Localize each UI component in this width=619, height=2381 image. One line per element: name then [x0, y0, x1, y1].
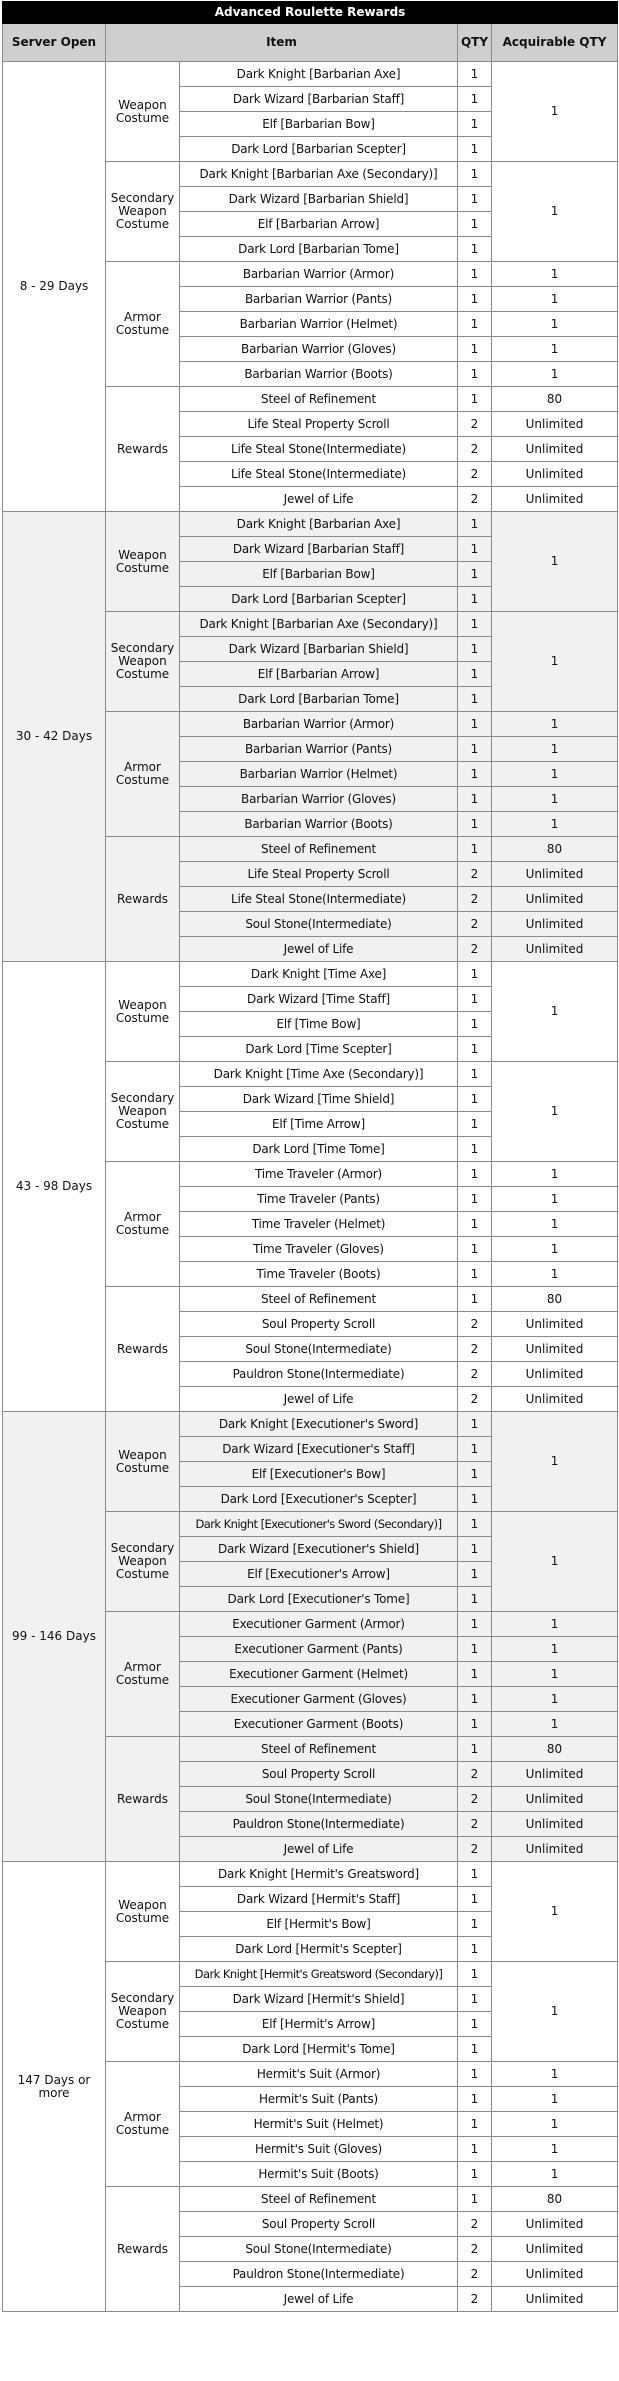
acquirable-qty-cell: Unlimited	[492, 2212, 618, 2237]
qty-cell: 1	[458, 1487, 492, 1512]
header-server-open: Server Open	[3, 24, 106, 62]
server-open-cell: 30 - 42 Days	[3, 512, 106, 962]
qty-cell: 2	[458, 2212, 492, 2237]
qty-cell: 1	[458, 1562, 492, 1587]
header-item: Item	[106, 24, 458, 62]
item-cell: Jewel of Life	[180, 487, 458, 512]
acquirable-qty-cell: 1	[492, 337, 618, 362]
acquirable-qty-cell: Unlimited	[492, 1362, 618, 1387]
item-cell: Barbarian Warrior (Boots)	[180, 812, 458, 837]
acquirable-qty-cell: 1	[492, 1162, 618, 1187]
category-cell: Secondary Weapon Costume	[106, 1062, 180, 1162]
qty-cell: 1	[458, 1062, 492, 1087]
item-cell: Steel of Refinement	[180, 387, 458, 412]
qty-cell: 1	[458, 587, 492, 612]
qty-cell: 1	[458, 1287, 492, 1312]
qty-cell: 1	[458, 2012, 492, 2037]
item-cell: Soul Stone(Intermediate)	[180, 1337, 458, 1362]
category-cell: Rewards	[106, 387, 180, 512]
item-cell: Dark Knight [Barbarian Axe]	[180, 512, 458, 537]
item-cell: Elf [Barbarian Arrow]	[180, 662, 458, 687]
acquirable-qty-cell: Unlimited	[492, 1387, 618, 1412]
category-cell: Weapon Costume	[106, 62, 180, 162]
item-cell: Pauldron Stone(Intermediate)	[180, 1362, 458, 1387]
qty-cell: 1	[458, 262, 492, 287]
acquirable-qty-cell: Unlimited	[492, 1787, 618, 1812]
qty-cell: 1	[458, 1637, 492, 1662]
qty-cell: 1	[458, 687, 492, 712]
acquirable-qty-cell: 1	[492, 262, 618, 287]
item-cell: Dark Lord [Barbarian Tome]	[180, 687, 458, 712]
item-cell: Time Traveler (Helmet)	[180, 1212, 458, 1237]
item-cell: Jewel of Life	[180, 1387, 458, 1412]
qty-cell: 1	[458, 1012, 492, 1037]
qty-cell: 2	[458, 862, 492, 887]
qty-cell: 2	[458, 1387, 492, 1412]
acquirable-qty-cell: Unlimited	[492, 887, 618, 912]
item-cell: Elf [Time Arrow]	[180, 1112, 458, 1137]
acquirable-qty-cell: 1	[492, 712, 618, 737]
acquirable-qty-cell: 1	[492, 62, 618, 162]
item-cell: Soul Property Scroll	[180, 1762, 458, 1787]
item-cell: Dark Lord [Executioner's Scepter]	[180, 1487, 458, 1512]
item-cell: Life Steal Property Scroll	[180, 412, 458, 437]
item-cell: Steel of Refinement	[180, 1287, 458, 1312]
qty-cell: 1	[458, 962, 492, 987]
item-cell: Executioner Garment (Helmet)	[180, 1662, 458, 1687]
acquirable-qty-cell: 1	[492, 2137, 618, 2162]
qty-cell: 1	[458, 1462, 492, 1487]
qty-cell: 1	[458, 712, 492, 737]
item-cell: Dark Wizard [Barbarian Shield]	[180, 187, 458, 212]
acquirable-qty-cell: 1	[492, 1512, 618, 1612]
qty-cell: 1	[458, 1587, 492, 1612]
item-cell: Dark Wizard [Executioner's Shield]	[180, 1537, 458, 1562]
item-cell: Dark Wizard [Barbarian Staff]	[180, 87, 458, 112]
item-cell: Soul Stone(Intermediate)	[180, 2237, 458, 2262]
item-cell: Elf [Hermit's Bow]	[180, 1912, 458, 1937]
table-row	[3, 62, 618, 87]
qty-cell: 1	[458, 237, 492, 262]
qty-cell: 2	[458, 1337, 492, 1362]
acquirable-qty-cell: Unlimited	[492, 1812, 618, 1837]
acquirable-qty-cell: 80	[492, 2187, 618, 2212]
qty-cell: 1	[458, 612, 492, 637]
acquirable-qty-cell: 1	[492, 1637, 618, 1662]
acquirable-qty-cell: Unlimited	[492, 912, 618, 937]
qty-cell: 2	[458, 2287, 492, 2312]
qty-cell: 1	[458, 2137, 492, 2162]
qty-cell: 1	[458, 187, 492, 212]
acquirable-qty-cell: 1	[492, 962, 618, 1062]
item-cell: Soul Property Scroll	[180, 2212, 458, 2237]
qty-cell: 1	[458, 1262, 492, 1287]
category-cell: Armor Costume	[106, 2062, 180, 2187]
qty-cell: 1	[458, 1662, 492, 1687]
item-cell: Barbarian Warrior (Pants)	[180, 287, 458, 312]
item-cell: Executioner Garment (Armor)	[180, 1612, 458, 1637]
qty-cell: 1	[458, 1962, 492, 1987]
item-cell: Dark Lord [Time Scepter]	[180, 1037, 458, 1062]
qty-cell: 1	[458, 762, 492, 787]
item-cell: Dark Lord [Hermit's Tome]	[180, 2037, 458, 2062]
acquirable-qty-cell: 1	[492, 1862, 618, 1962]
acquirable-qty-cell: 1	[492, 787, 618, 812]
item-cell: Dark Lord [Barbarian Scepter]	[180, 587, 458, 612]
category-cell: Armor Costume	[106, 262, 180, 387]
qty-cell: 1	[458, 2087, 492, 2112]
item-cell: Barbarian Warrior (Pants)	[180, 737, 458, 762]
item-cell: Dark Knight [Barbarian Axe (Secondary)]	[180, 162, 458, 187]
acquirable-qty-cell: 1	[492, 1262, 618, 1287]
item-cell: Barbarian Warrior (Helmet)	[180, 762, 458, 787]
item-cell: Elf [Barbarian Arrow]	[180, 212, 458, 237]
acquirable-qty-cell: 80	[492, 1287, 618, 1312]
qty-cell: 1	[458, 2112, 492, 2137]
qty-cell: 1	[458, 662, 492, 687]
qty-cell: 2	[458, 937, 492, 962]
acquirable-qty-cell: 1	[492, 312, 618, 337]
item-cell: Hermit's Suit (Gloves)	[180, 2137, 458, 2162]
acquirable-qty-cell: 1	[492, 2112, 618, 2137]
item-cell: Dark Lord [Executioner's Tome]	[180, 1587, 458, 1612]
acquirable-qty-cell: Unlimited	[492, 2262, 618, 2287]
qty-cell: 1	[458, 1212, 492, 1237]
qty-cell: 2	[458, 2262, 492, 2287]
item-cell: Life Steal Stone(Intermediate)	[180, 887, 458, 912]
acquirable-qty-cell: Unlimited	[492, 2287, 618, 2312]
item-cell: Executioner Garment (Gloves)	[180, 1687, 458, 1712]
server-open-cell: 8 - 29 Days	[3, 62, 106, 512]
item-cell: Dark Knight [Barbarian Axe (Secondary)]	[180, 612, 458, 637]
qty-cell: 1	[458, 1862, 492, 1887]
category-cell: Weapon Costume	[106, 1862, 180, 1962]
qty-cell: 2	[458, 1787, 492, 1812]
category-cell: Weapon Costume	[106, 512, 180, 612]
acquirable-qty-cell: Unlimited	[492, 937, 618, 962]
qty-cell: 1	[458, 1537, 492, 1562]
item-cell: Dark Knight [Barbarian Axe]	[180, 62, 458, 87]
acquirable-qty-cell: 1	[492, 2062, 618, 2087]
item-cell: Barbarian Warrior (Armor)	[180, 712, 458, 737]
category-cell: Rewards	[106, 2187, 180, 2312]
item-cell: Dark Wizard [Barbarian Staff]	[180, 537, 458, 562]
item-cell: Time Traveler (Armor)	[180, 1162, 458, 1187]
item-cell: Steel of Refinement	[180, 837, 458, 862]
category-cell: Rewards	[106, 1737, 180, 1862]
item-cell: Dark Lord [Barbarian Scepter]	[180, 137, 458, 162]
category-cell: Secondary Weapon Costume	[106, 162, 180, 262]
item-cell: Soul Stone(Intermediate)	[180, 912, 458, 937]
acquirable-qty-cell: 1	[492, 1687, 618, 1712]
item-cell: Dark Knight [Executioner's Sword]	[180, 1412, 458, 1437]
acquirable-qty-cell: 1	[492, 1662, 618, 1687]
item-cell: Dark Wizard [Time Shield]	[180, 1087, 458, 1112]
item-cell: Elf [Time Bow]	[180, 1012, 458, 1037]
item-cell: Jewel of Life	[180, 1837, 458, 1862]
acquirable-qty-cell: 1	[492, 287, 618, 312]
qty-cell: 1	[458, 1912, 492, 1937]
category-cell: Rewards	[106, 1287, 180, 1412]
server-open-cell: 147 Days or more	[3, 1862, 106, 2312]
item-cell: Life Steal Stone(Intermediate)	[180, 437, 458, 462]
item-cell: Elf [Barbarian Bow]	[180, 112, 458, 137]
qty-cell: 1	[458, 2162, 492, 2187]
qty-cell: 1	[458, 1937, 492, 1962]
qty-cell: 1	[458, 87, 492, 112]
item-cell: Dark Knight [Time Axe (Secondary)]	[180, 1062, 458, 1087]
qty-cell: 2	[458, 1837, 492, 1862]
item-cell: Life Steal Property Scroll	[180, 862, 458, 887]
category-cell: Armor Costume	[106, 1162, 180, 1287]
item-cell: Dark Wizard [Executioner's Staff]	[180, 1437, 458, 1462]
qty-cell: 1	[458, 1112, 492, 1137]
server-open-cell: 43 - 98 Days	[3, 962, 106, 1412]
item-cell: Dark Lord [Time Tome]	[180, 1137, 458, 1162]
qty-cell: 1	[458, 287, 492, 312]
item-cell: Steel of Refinement	[180, 1737, 458, 1762]
qty-cell: 2	[458, 437, 492, 462]
acquirable-qty-cell: 1	[492, 1412, 618, 1512]
acquirable-qty-cell: 80	[492, 837, 618, 862]
item-cell: Dark Wizard [Barbarian Shield]	[180, 637, 458, 662]
category-cell: Secondary Weapon Costume	[106, 1962, 180, 2062]
qty-cell: 1	[458, 2187, 492, 2212]
acquirable-qty-cell: 1	[492, 2087, 618, 2112]
rewards-table	[2, 1, 618, 2312]
acquirable-qty-cell: 1	[492, 1062, 618, 1162]
qty-cell: 1	[458, 562, 492, 587]
item-cell: Executioner Garment (Pants)	[180, 1637, 458, 1662]
item-cell: Hermit's Suit (Boots)	[180, 2162, 458, 2187]
item-cell: Dark Lord [Barbarian Tome]	[180, 237, 458, 262]
category-cell: Rewards	[106, 837, 180, 962]
acquirable-qty-cell: 1	[492, 1612, 618, 1637]
item-cell: Time Traveler (Gloves)	[180, 1237, 458, 1262]
header-acquirable-qty: Acquirable QTY	[492, 24, 618, 62]
qty-cell: 1	[458, 1612, 492, 1637]
item-cell: Jewel of Life	[180, 937, 458, 962]
acquirable-qty-cell: 1	[492, 812, 618, 837]
category-cell: Weapon Costume	[106, 962, 180, 1062]
qty-cell: 1	[458, 112, 492, 137]
header-qty: QTY	[458, 24, 492, 62]
item-cell: Barbarian Warrior (Armor)	[180, 262, 458, 287]
item-cell: Hermit's Suit (Pants)	[180, 2087, 458, 2112]
table-row	[3, 512, 618, 537]
qty-cell: 2	[458, 462, 492, 487]
item-cell: Barbarian Warrior (Gloves)	[180, 787, 458, 812]
item-cell: Barbarian Warrior (Gloves)	[180, 337, 458, 362]
qty-cell: 1	[458, 1687, 492, 1712]
item-cell: Jewel of Life	[180, 2287, 458, 2312]
item-cell: Elf [Executioner's Arrow]	[180, 1562, 458, 1587]
qty-cell: 2	[458, 487, 492, 512]
item-cell: Life Steal Stone(Intermediate)	[180, 462, 458, 487]
acquirable-qty-cell: Unlimited	[492, 487, 618, 512]
qty-cell: 1	[458, 2037, 492, 2062]
qty-cell: 1	[458, 787, 492, 812]
item-cell: Dark Knight [Hermit's Greatsword (Secondary)]	[180, 1962, 458, 1987]
acquirable-qty-cell: Unlimited	[492, 412, 618, 437]
qty-cell: 1	[458, 1037, 492, 1062]
qty-cell: 1	[458, 337, 492, 362]
qty-cell: 1	[458, 1737, 492, 1762]
item-cell: Dark Wizard [Hermit's Shield]	[180, 1987, 458, 2012]
acquirable-qty-cell: 1	[492, 762, 618, 787]
item-cell: Hermit's Suit (Helmet)	[180, 2112, 458, 2137]
qty-cell: 1	[458, 2062, 492, 2087]
acquirable-qty-cell: 1	[492, 737, 618, 762]
qty-cell: 2	[458, 1812, 492, 1837]
qty-cell: 1	[458, 1987, 492, 2012]
qty-cell: 2	[458, 2237, 492, 2262]
qty-cell: 2	[458, 1362, 492, 1387]
item-cell: Time Traveler (Boots)	[180, 1262, 458, 1287]
acquirable-qty-cell: 1	[492, 1187, 618, 1212]
qty-cell: 1	[458, 362, 492, 387]
acquirable-qty-cell: Unlimited	[492, 462, 618, 487]
qty-cell: 2	[458, 412, 492, 437]
item-cell: Soul Property Scroll	[180, 1312, 458, 1337]
qty-cell: 2	[458, 1312, 492, 1337]
qty-cell: 1	[458, 1237, 492, 1262]
qty-cell: 1	[458, 987, 492, 1012]
qty-cell: 1	[458, 1087, 492, 1112]
category-cell: Armor Costume	[106, 712, 180, 837]
server-open-cell: 99 - 146 Days	[3, 1412, 106, 1862]
acquirable-qty-cell: 1	[492, 2162, 618, 2187]
acquirable-qty-cell: Unlimited	[492, 2237, 618, 2262]
item-cell: Time Traveler (Pants)	[180, 1187, 458, 1212]
item-cell: Dark Lord [Hermit's Scepter]	[180, 1937, 458, 1962]
item-cell: Hermit's Suit (Armor)	[180, 2062, 458, 2087]
acquirable-qty-cell: Unlimited	[492, 1837, 618, 1862]
acquirable-qty-cell: 1	[492, 362, 618, 387]
item-cell: Dark Knight [Executioner's Sword (Secondary)]	[180, 1512, 458, 1537]
acquirable-qty-cell: 80	[492, 387, 618, 412]
qty-cell: 2	[458, 912, 492, 937]
acquirable-qty-cell: 1	[492, 1712, 618, 1737]
category-cell: Armor Costume	[106, 1612, 180, 1737]
qty-cell: 1	[458, 1412, 492, 1437]
table-body	[3, 62, 618, 2312]
item-cell: Elf [Barbarian Bow]	[180, 562, 458, 587]
acquirable-qty-cell: 80	[492, 1737, 618, 1762]
qty-cell: 1	[458, 812, 492, 837]
item-cell: Soul Stone(Intermediate)	[180, 1787, 458, 1812]
qty-cell: 1	[458, 1187, 492, 1212]
qty-cell: 1	[458, 737, 492, 762]
qty-cell: 2	[458, 1762, 492, 1787]
qty-cell: 1	[458, 1887, 492, 1912]
item-cell: Dark Wizard [Time Staff]	[180, 987, 458, 1012]
category-cell: Secondary Weapon Costume	[106, 1512, 180, 1612]
item-cell: Pauldron Stone(Intermediate)	[180, 2262, 458, 2287]
qty-cell: 1	[458, 512, 492, 537]
item-cell: Dark Wizard [Hermit's Staff]	[180, 1887, 458, 1912]
item-cell: Dark Knight [Time Axe]	[180, 962, 458, 987]
qty-cell: 1	[458, 1162, 492, 1187]
qty-cell: 1	[458, 387, 492, 412]
acquirable-qty-cell: 1	[492, 1962, 618, 2062]
acquirable-qty-cell: Unlimited	[492, 1762, 618, 1787]
acquirable-qty-cell: Unlimited	[492, 1337, 618, 1362]
qty-cell: 1	[458, 62, 492, 87]
category-cell: Secondary Weapon Costume	[106, 612, 180, 712]
qty-cell: 1	[458, 637, 492, 662]
qty-cell: 1	[458, 212, 492, 237]
qty-cell: 1	[458, 162, 492, 187]
qty-cell: 1	[458, 137, 492, 162]
item-cell: Elf [Hermit's Arrow]	[180, 2012, 458, 2037]
category-cell: Weapon Costume	[106, 1412, 180, 1512]
item-cell: Dark Knight [Hermit's Greatsword]	[180, 1862, 458, 1887]
table-row	[3, 962, 618, 987]
acquirable-qty-cell: Unlimited	[492, 437, 618, 462]
item-cell: Elf [Executioner's Bow]	[180, 1462, 458, 1487]
table-row	[3, 1862, 618, 1887]
table-title: Advanced Roulette Rewards	[3, 2, 618, 24]
qty-cell: 1	[458, 1137, 492, 1162]
acquirable-qty-cell: 1	[492, 1212, 618, 1237]
qty-cell: 2	[458, 887, 492, 912]
qty-cell: 1	[458, 1437, 492, 1462]
acquirable-qty-cell: Unlimited	[492, 1312, 618, 1337]
acquirable-qty-cell: 1	[492, 612, 618, 712]
item-cell: Barbarian Warrior (Helmet)	[180, 312, 458, 337]
acquirable-qty-cell: 1	[492, 512, 618, 612]
table-row	[3, 1412, 618, 1437]
acquirable-qty-cell: Unlimited	[492, 862, 618, 887]
qty-cell: 1	[458, 837, 492, 862]
qty-cell: 1	[458, 1712, 492, 1737]
item-cell: Executioner Garment (Boots)	[180, 1712, 458, 1737]
item-cell: Barbarian Warrior (Boots)	[180, 362, 458, 387]
acquirable-qty-cell: 1	[492, 1237, 618, 1262]
qty-cell: 1	[458, 537, 492, 562]
qty-cell: 1	[458, 312, 492, 337]
acquirable-qty-cell: 1	[492, 162, 618, 262]
item-cell: Pauldron Stone(Intermediate)	[180, 1812, 458, 1837]
item-cell: Steel of Refinement	[180, 2187, 458, 2212]
qty-cell: 1	[458, 1512, 492, 1537]
